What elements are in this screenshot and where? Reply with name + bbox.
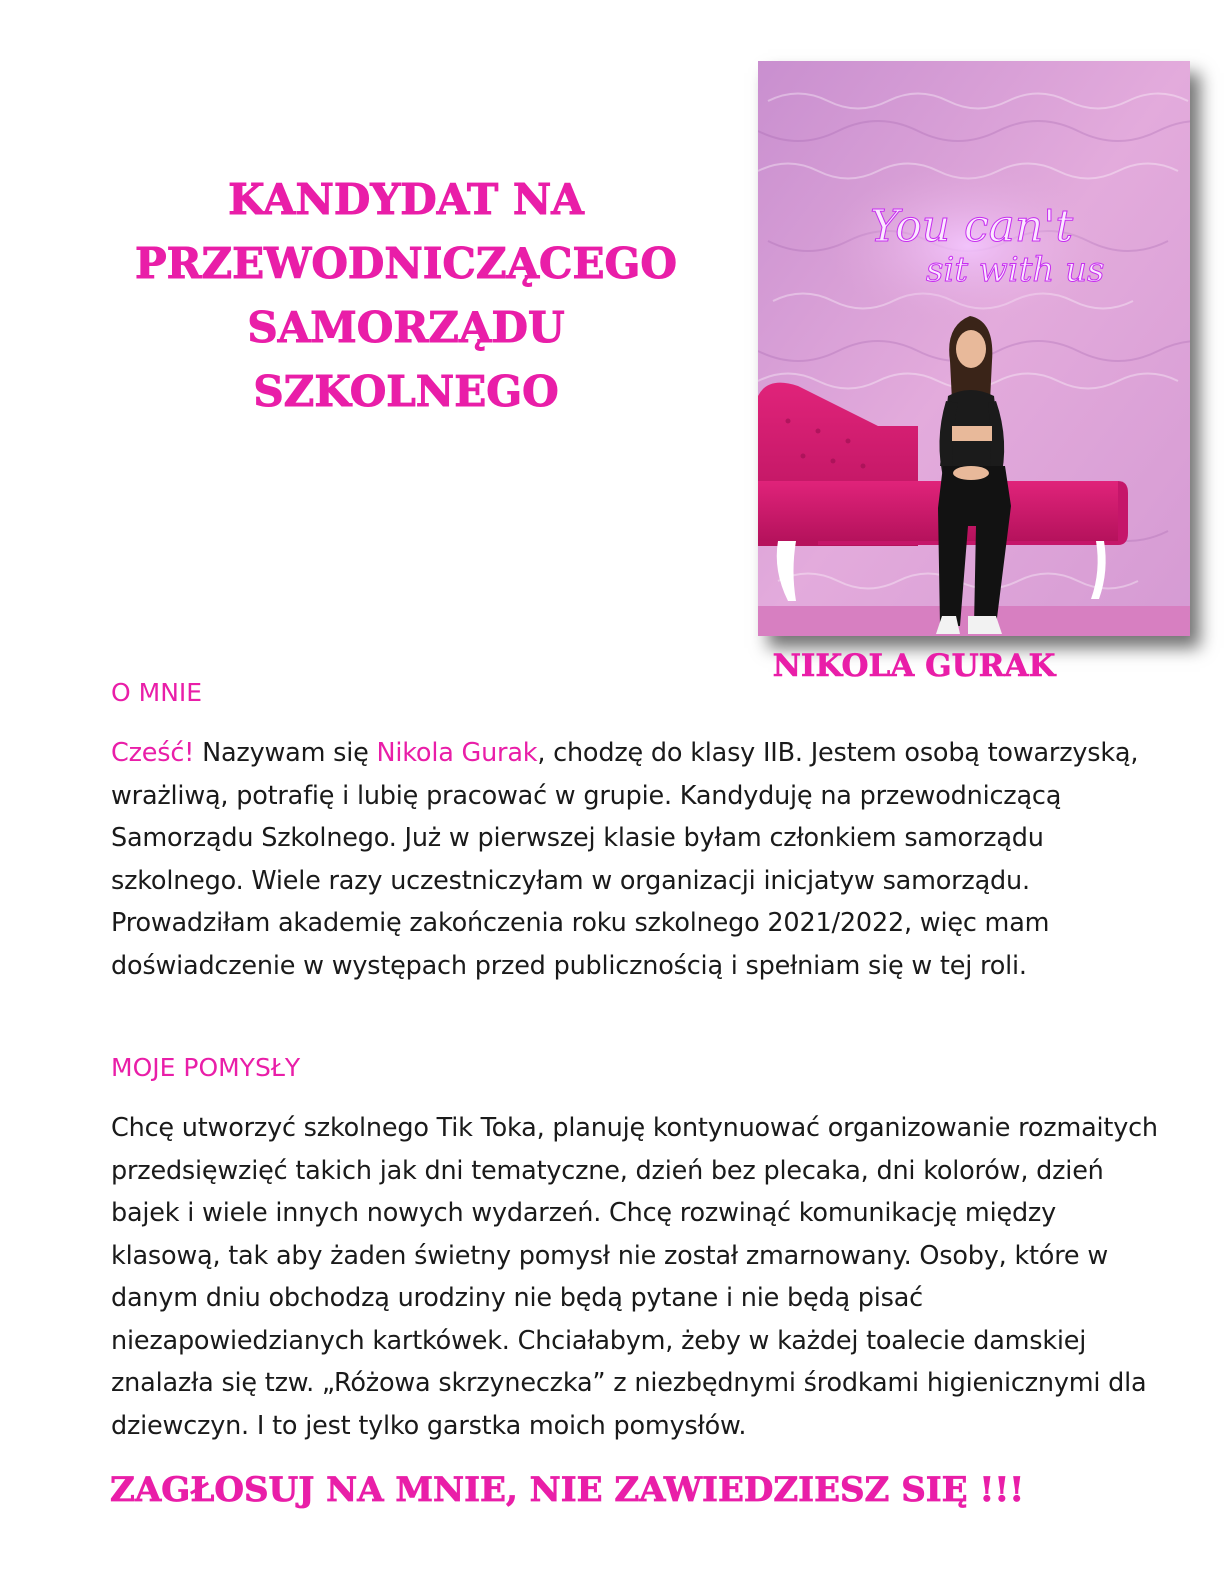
about-body-text: , chodzę do klasy IIB. Jestem osobą towarzyską, wrażliwą, potrafię i lubię pracować w grupie. Kandyduję na przewodniczącą Samorządu Szkolnego. Już w pierwszej klasie byłam członkiem samorządu szkolnego. Wiele razy uczestniczyłam w organizacji inicjatyw samorządu. Prowadziłam akademię zakończenia roku szkolnego 2021/2022, więc mam doświadczenie w występach przed publicznością i spełniam się w tej roli. xyxy=(111,738,1139,981)
neon-sign-line-1: You can't xyxy=(870,201,1074,252)
about-paragraph xyxy=(111,732,1161,987)
candidate-photo xyxy=(758,61,1190,636)
page-title xyxy=(100,168,712,424)
greeting-text: Cześć! xyxy=(111,738,195,768)
title-line-3: SAMORZĄDU xyxy=(247,303,565,352)
vote-slogan: ZAGŁOSUJ NA MNIE, NIE ZAWIEDZIESZ SIĘ !!! xyxy=(110,1470,1025,1510)
intro-text: Nazywam się xyxy=(194,738,377,768)
candidate-name-caption: NIKOLA GURAK xyxy=(772,648,1056,684)
about-heading: O MNIE xyxy=(111,678,203,707)
candidate-name-inline: Nikola Gurak xyxy=(376,738,538,768)
title-line-2: PRZEWODNICZĄCEGO xyxy=(135,239,677,288)
neon-sign-line-2: sit with us xyxy=(926,250,1105,290)
title-line-4: SZKOLNEGO xyxy=(253,367,559,416)
ideas-heading: MOJE POMYSŁY xyxy=(111,1053,301,1082)
ideas-paragraph: Chcę utworzyć szkolnego Tik Toka, planuję kontynuować organizowanie rozmaitych przedsięwzięć takich jak dni tematyczne, dzień bez plecaka, dni kolorów, dzień bajek i wiele innych nowych wydarzeń. Chcę rozwinąć komunikację między klasową, tak aby żaden świetny pomysł nie został zmarnowany. Osoby, które w danym dniu obchodzą urodziny nie będą pytane i nie będą pisać niezapowiedzianych kartkówek. Chciałabym, żeby w każdej toalecie damskiej znalazła się tzw. „Różowa skrzyneczka” z niezbędnymi środkami higienicznymi dla dziewczyn. I to jest tylko garstka moich pomysłów. xyxy=(111,1113,1158,1441)
title-line-1: KANDYDAT NA xyxy=(228,175,584,224)
candidate-photo-illustration xyxy=(758,61,1190,636)
